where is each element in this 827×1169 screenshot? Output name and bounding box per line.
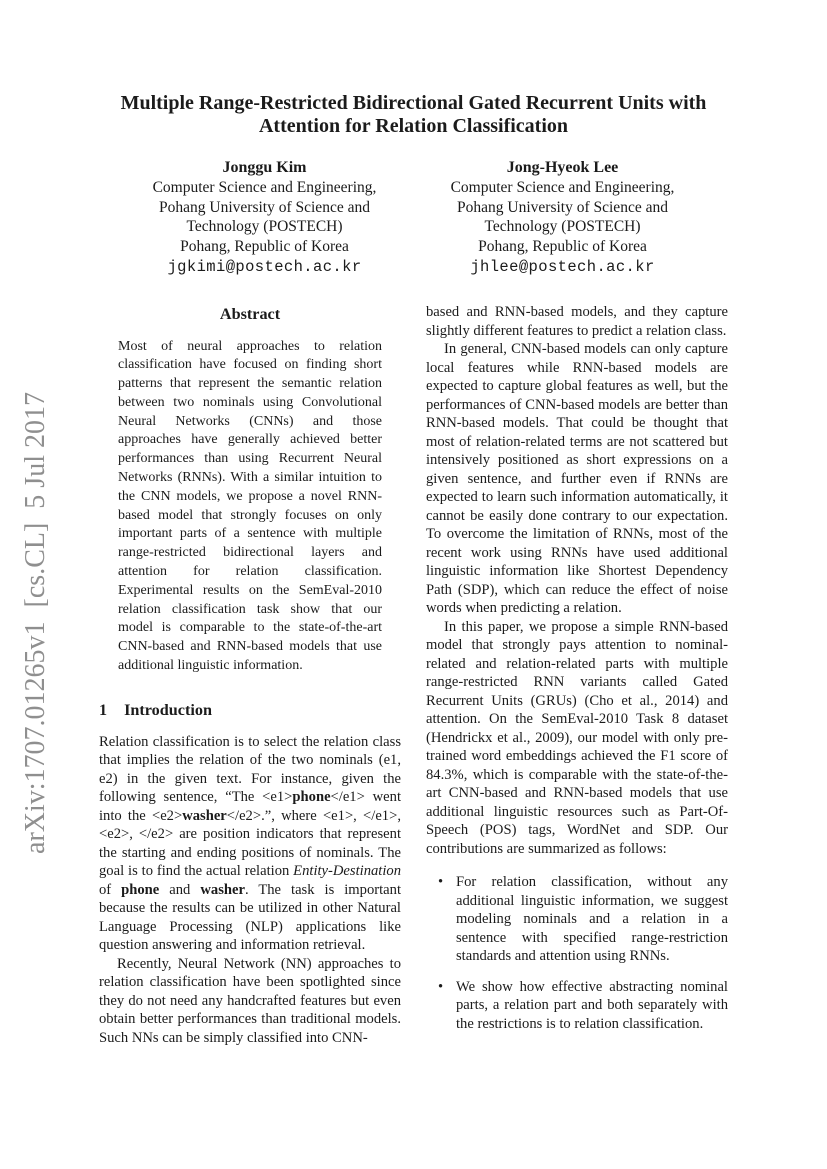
author-name: Jong-Hyeok Lee (506, 159, 619, 176)
intro-paragraphs-right (426, 303, 728, 858)
paragraph: based and RNN-based models, and they capture slightly different features to predict a relation class. (426, 304, 728, 339)
contributions-list (426, 873, 728, 1033)
left-column (99, 701, 401, 1047)
title-block (0, 92, 827, 138)
right-column (426, 303, 728, 1045)
author-name: Jonggu Kim (222, 159, 307, 176)
title-line: Attention for Relation Classification (258, 115, 569, 137)
affiliation-line: Pohang, Republic of Korea (478, 238, 647, 256)
intro-paragraphs-left (99, 733, 401, 1048)
abstract-heading: Abstract (219, 305, 281, 323)
contribution-item: • We show how effective abstracting nominal parts, a relation part and both separately with the restrictions is to relation classification. (426, 978, 728, 1034)
affiliation-line: Pohang University of Science and (457, 198, 668, 216)
paragraph: Relation classification is to select the relation class that implies the relation of the two nominals (e1, e2) in the given text. For instance, given the following sentence, “The <e1>phone</e1> went into the <e2>washer</e2>.”, where <e1>, </e1>, <e2>, </e2> are position indicators that represent the starting and ending positions of nominals. The goal is to find the actual relation Entity-Destination of phone and washer. The task is important because the results can be utilized in other Natural Language Processing (NLP) applications like question answering and information retrieval. (99, 733, 401, 953)
abstract-text: Most of neural approaches to relation classification have focused on finding short patterns that represent the semantic relation between two nominals using Convolutional Neural Networks (CNNs) and those approaches have generally achieved better performances than using Recurrent Neural Networks (RNNs). With a similar intuition to the CNN models, we propose a novel RNN-based model that strongly focuses on only important parts of a sentence with multiple range-restricted bidirectional layers and attention for relation classification. Experimental results on the SemEval-2010 relation classification task show that our model is comparable to the state-of-the-art CNN-based and RNN-based models that use additional linguistic information. (118, 338, 382, 674)
section-heading (99, 701, 401, 720)
authors-row (0, 158, 827, 278)
affiliation-line: Pohang, Republic of Korea (180, 238, 349, 256)
author-block (121, 158, 409, 278)
section-title: Introduction (124, 701, 212, 719)
contribution-item: • For relation classification, without any additional linguistic information, we suggest modeling nominals and a relation in a sentence with specified range-restriction standards and attention using RNNs. (426, 873, 728, 966)
paragraph: In this paper, we propose a simple RNN-based model that strongly pays attention to nominal-related and relation-related parts with multiple range-restricted RNN variants called Gated Recurrent Units (GRUs) (Cho et al., 2014) and attention. On the SemEval-2010 Task 8 dataset (Hendrickx et al., 2009), our model with only pre-trained word embeddings achieved the F1 score of 84.3%, which is comparable with the state-of-the-art CNN-based and RNN-based models that use additional linguistic resources such as Part-Of-Speech (POS) tags, WordNet and SDP. Our contributions are summarized as follows: (426, 618, 728, 857)
affiliation-line: Computer Science and Engineering, (152, 178, 377, 196)
abstract-section (99, 303, 401, 676)
affiliation-line: Pohang University of Science and (159, 198, 370, 216)
arxiv-watermark: arXiv:1707.01265v1 [cs.CL] 5 Jul 2017 (20, 392, 51, 854)
author-email: jhlee@postech.ac.kr (470, 257, 655, 276)
paper-title (0, 92, 827, 138)
paragraph: Recently, Neural Network (NN) approaches to relation classification have been spotlighted since they do not need any handcrafted features but even obtain better performances than traditional models. Such NNs can be simply classified into CNN- (99, 955, 401, 1046)
affiliation-line: Technology (POSTECH) (186, 218, 343, 236)
section-number: 1 (99, 701, 108, 719)
author-block (419, 158, 707, 278)
affiliation-line: Computer Science and Engineering, (450, 178, 675, 196)
author-email: jgkimi@postech.ac.kr (167, 257, 362, 276)
affiliation-line: Technology (POSTECH) (484, 218, 641, 236)
paragraph: In general, CNN-based models can only capture local features while RNN-based models are expected to capture global features as well, but the performances of CNN-based models are better than RNN-based models. That could be thought that most of relation-related terms are not scattered but intensively positioned as short expressions on a given sentence, and further even if RNNs are expected to learn such information automatically, it cannot be easily done contrary to our expectation. To overcome the limitation of RNNs, most of the recent work using RNNs have used additional linguistic information like Shortest Dependency Path (SDP), which can reduce the effect of noise words when predicting a relation. (426, 341, 728, 616)
title-line: Multiple Range-Restricted Bidirectional Gated Recurrent Units with (120, 92, 707, 114)
